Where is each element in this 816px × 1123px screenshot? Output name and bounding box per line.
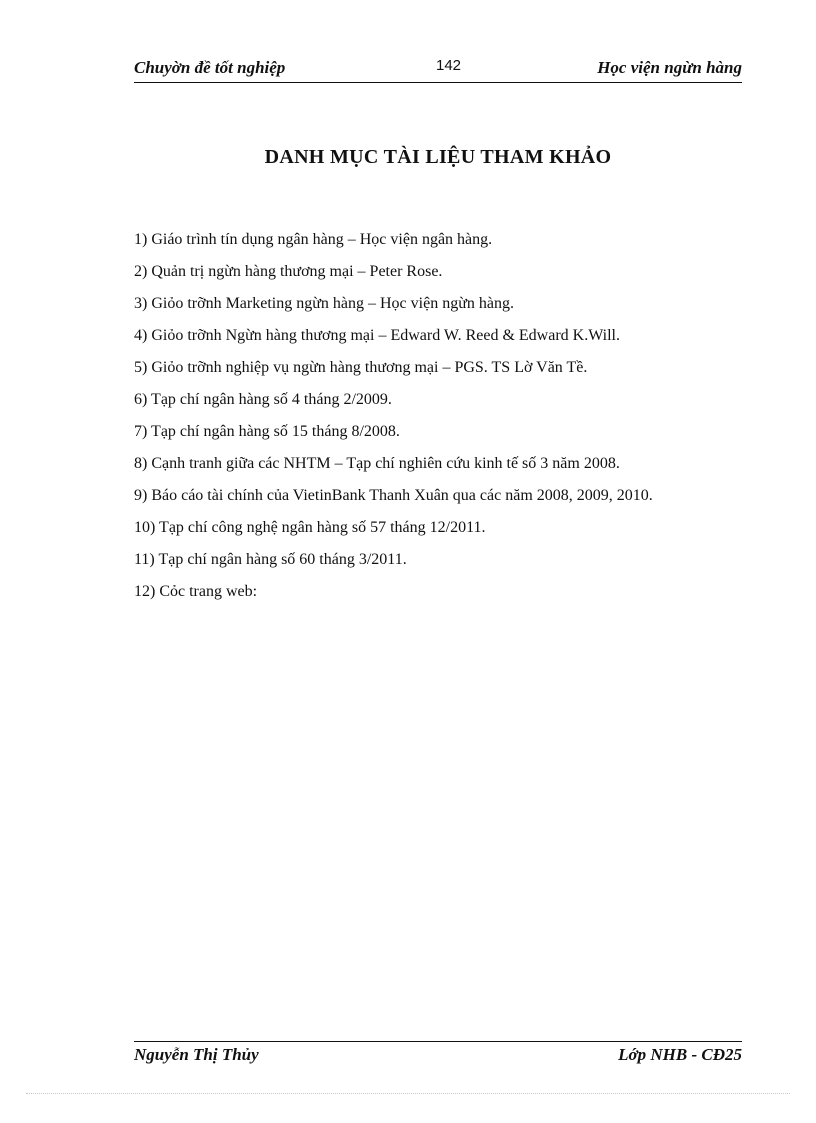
reference-list: [134, 224, 734, 608]
reference-item: 2) Quản trị ngừn hàng thương mại – Peter Rose.: [134, 263, 443, 280]
page-title: DANH MỤC TÀI LIỆU THAM KHẢO: [264, 146, 612, 168]
reference-item: 9) Báo cáo tài chính của VietinBank Thanh Xuân qua các năm 2008, 2009, 2010.: [134, 487, 653, 504]
reference-item: 10) Tạp chí công nghệ ngân hàng số 57 tháng 12/2011.: [134, 519, 486, 536]
reference-item: 3) Giỏo trỡnh Marketing ngừn hàng – Học viện ngừn hàng.: [134, 295, 514, 312]
reference-item: 8) Cạnh tranh giữa các NHTM – Tạp chí nghiên cứu kinh tế số 3 năm 2008.: [134, 455, 620, 472]
reference-item: 11) Tạp chí ngân hàng số 60 tháng 3/2011.: [134, 551, 407, 568]
page-number: 142: [436, 57, 462, 74]
footer-author: Nguyễn Thị Thủy: [134, 1045, 259, 1064]
reference-item: 6) Tạp chí ngân hàng số 4 tháng 2/2009.: [134, 391, 392, 408]
reference-item: 1) Giáo trình tín dụng ngân hàng – Học viện ngân hàng.: [134, 231, 493, 248]
page-bottom-edge: [26, 1093, 790, 1094]
footer-divider: [134, 1041, 742, 1042]
reference-item: 12) Cỏc trang web:: [134, 583, 258, 600]
header-institution: Học viện ngừn hàng: [597, 58, 742, 77]
reference-item: 7) Tạp chí ngân hàng số 15 tháng 8/2008.: [134, 423, 400, 440]
page-header: [134, 56, 742, 83]
reference-item: 4) Giỏo trỡnh Ngừn hàng thương mại – Edward W. Reed & Edward K.Will.: [134, 327, 620, 344]
header-document-type: Chuyờn đề tốt nghiệp: [134, 58, 286, 77]
reference-item: 5) Giỏo trỡnh nghiệp vụ ngừn hàng thương mại – PGS. TS Lờ Văn Tề.: [134, 359, 588, 376]
footer-class: Lớp NHB - CĐ25: [618, 1045, 742, 1064]
